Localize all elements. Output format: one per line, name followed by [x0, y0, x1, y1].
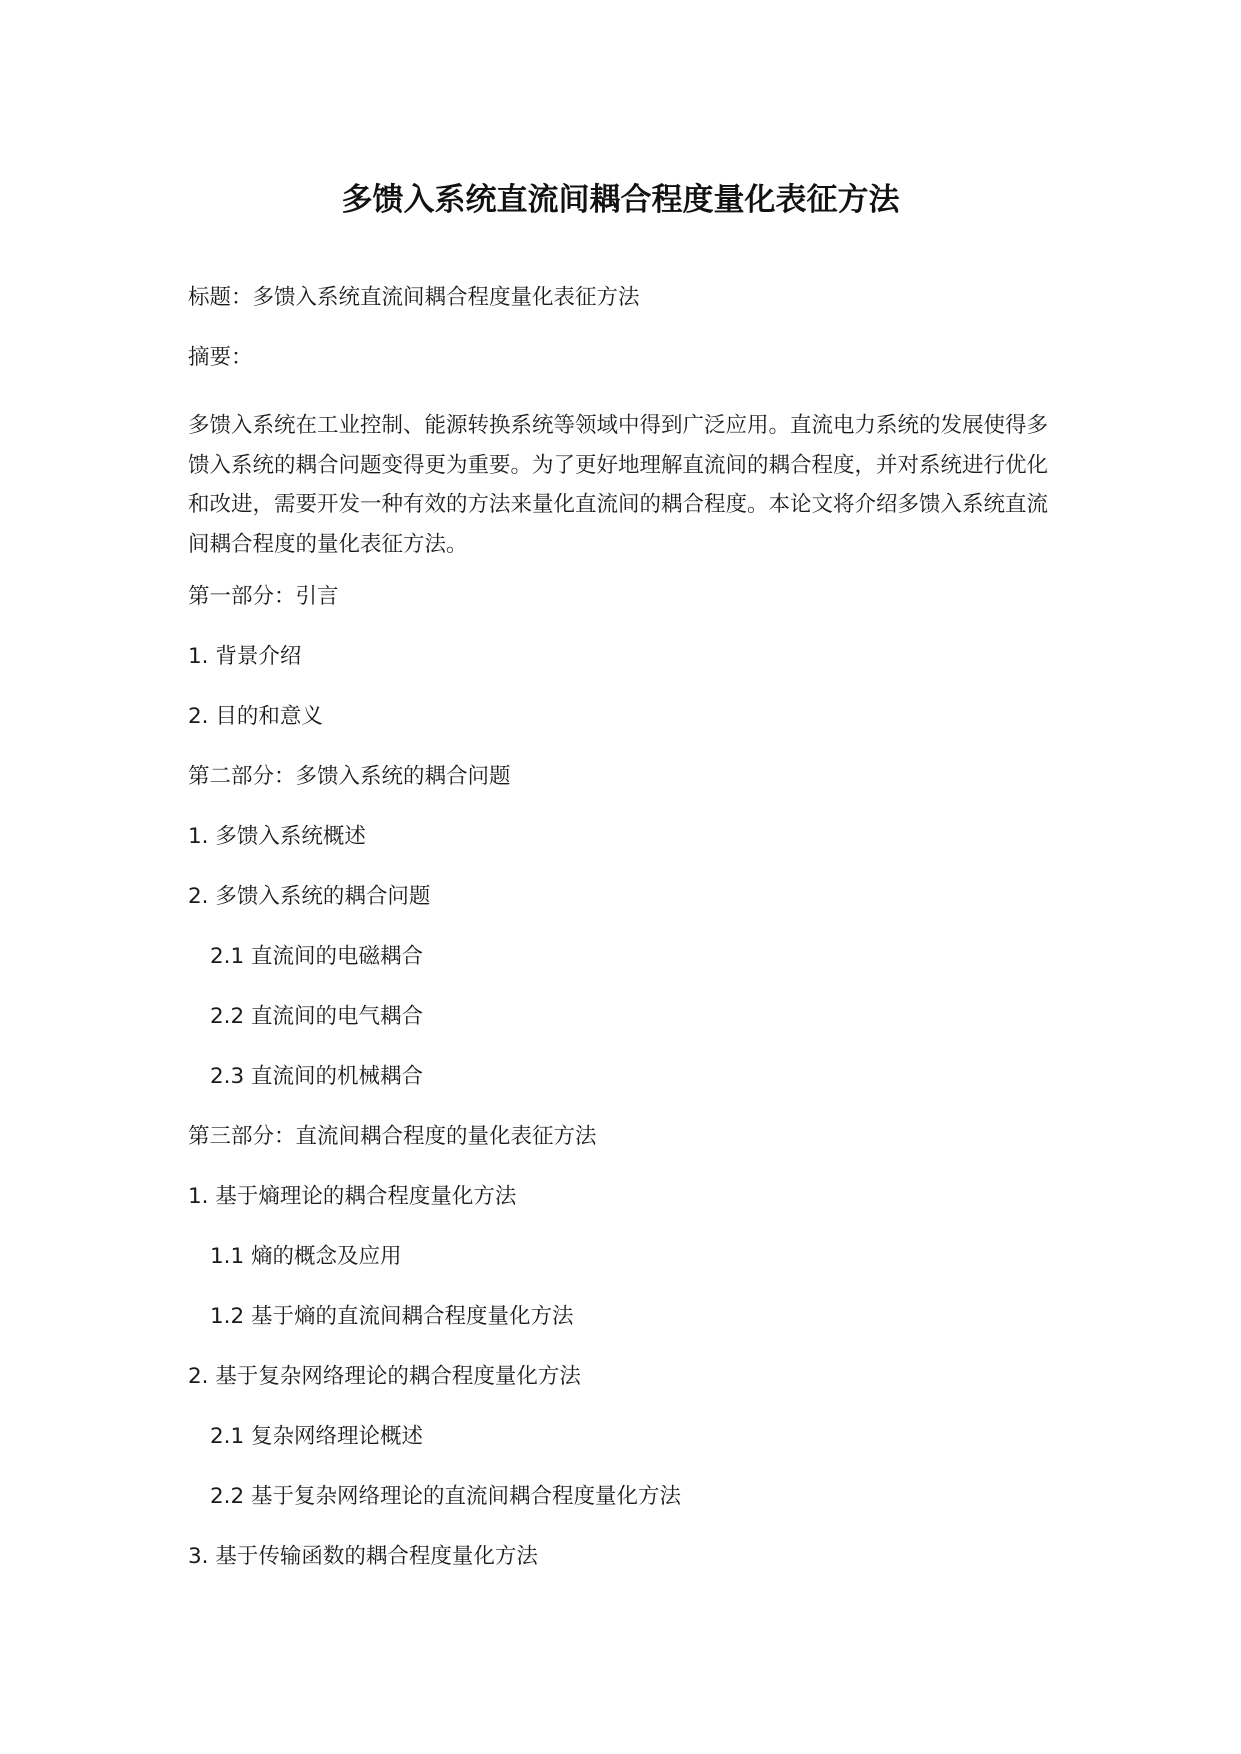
outline-item: 2. 目的和意义 [188, 704, 323, 729]
outline-subitem: 2.2 基于复杂网络理论的直流间耦合程度量化方法 [210, 1484, 682, 1509]
outline-item: 1. 基于熵理论的耦合程度量化方法 [188, 1184, 517, 1209]
outline-subitem: 2.1 复杂网络理论概述 [210, 1424, 424, 1449]
outline-subitem: 1.1 熵的概念及应用 [210, 1244, 402, 1269]
outline-item: 2. 基于复杂网络理论的耦合程度量化方法 [188, 1364, 581, 1389]
outline-item: 1. 多馈入系统概述 [188, 824, 366, 849]
section-heading-1: 第一部分：引言 [188, 584, 339, 609]
abstract-paragraph: 多馈入系统在工业控制、能源转换系统等领域中得到广泛应用。直流电力系统的发展使得多馈入系统的耦合问题变得更为重要。为了更好地理解直流间的耦合程度，并对系统进行优化和改进，需要开发一种有效的方法来量化直流间的耦合程度。本论文将介绍多馈入系统直流间耦合程度的量化表征方法。 [188, 413, 1049, 557]
document-title: 多馈入系统直流间耦合程度量化表征方法 [341, 182, 900, 218]
outline-item: 3. 基于传输函数的耦合程度量化方法 [188, 1544, 538, 1569]
subject-line: 标题：多馈入系统直流间耦合程度量化表征方法 [188, 285, 640, 310]
section-heading-2: 第二部分：多馈入系统的耦合问题 [188, 764, 511, 789]
outline-subitem: 2.2 直流间的电气耦合 [210, 1004, 424, 1029]
outline-subitem: 2.1 直流间的电磁耦合 [210, 944, 424, 969]
section-heading-3: 第三部分：直流间耦合程度的量化表征方法 [188, 1124, 597, 1149]
abstract-label: 摘要： [188, 345, 253, 370]
outline-item: 2. 多馈入系统的耦合问题 [188, 884, 431, 909]
outline-subitem: 1.2 基于熵的直流间耦合程度量化方法 [210, 1304, 574, 1329]
outline-item: 1. 背景介绍 [188, 644, 302, 669]
outline-subitem: 2.3 直流间的机械耦合 [210, 1064, 424, 1089]
